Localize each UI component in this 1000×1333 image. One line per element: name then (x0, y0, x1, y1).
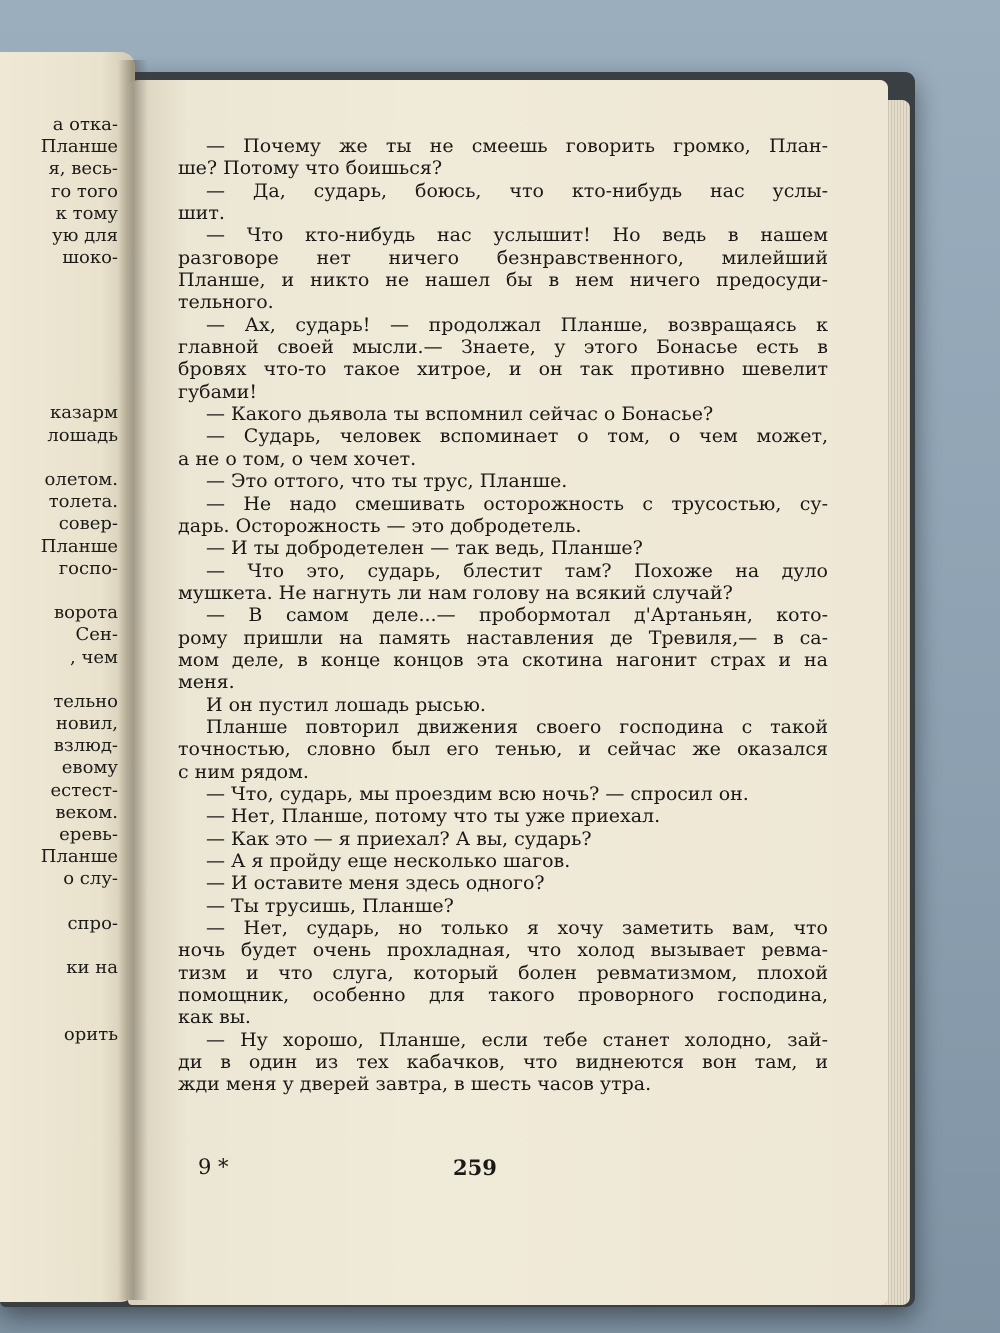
text-line: — Почему же ты не смеешь говорить громко, План- (206, 135, 828, 157)
text-line: — В самом деле...— пробормотал д'Артаньян, кото- (206, 604, 828, 627)
left-line: тельно (53, 690, 118, 712)
text-line: с ним рядом. (178, 760, 309, 783)
text-line: мом деле, в конце концов эта скотина нагонит страх и на (178, 648, 828, 671)
text-line: ше? Потому что боишься? (178, 157, 443, 180)
text-line: — И оставите меня здесь одного? (206, 872, 545, 895)
right-page-text (178, 135, 828, 1096)
left-line: естест- (50, 779, 118, 801)
text-line: губами! (178, 380, 257, 403)
left-line: Сен- (75, 624, 118, 646)
left-line: новил, (55, 713, 118, 735)
right-page (128, 80, 888, 1305)
left-line: ую для (52, 224, 118, 246)
left-line (0, 314, 118, 336)
text-line: — Нет, сударь, но только я хочу заметить вам, что (206, 917, 828, 940)
left-line: спро- (67, 912, 118, 934)
text-line: Планше повторил движения своего господина с такой (206, 715, 828, 738)
text-line: мушкета. Не нагнуть ли нам голову на всякий случай? (178, 581, 733, 604)
text-line: главной своей мысли.— Знаете, у этого Бонасье есть в (178, 336, 828, 359)
text-line: — А я пройду еще несколько шагов. (206, 850, 571, 872)
left-page-text (0, 114, 118, 1046)
text-line: — Нет, Планше, потому что ты уже приехал. (206, 805, 661, 828)
left-line: взлюд- (53, 735, 118, 757)
left-line: я, весь- (48, 158, 118, 180)
left-page (0, 52, 135, 1302)
left-line: Планше (40, 136, 118, 158)
left-line: совер- (58, 513, 118, 535)
left-line (0, 580, 118, 602)
left-line: , чем (70, 646, 118, 668)
left-line: веком. (55, 801, 118, 823)
page-number: 259 (453, 1155, 497, 1180)
text-line: бровях что-то такое хитрое, и он так противно шевелит (178, 358, 828, 381)
text-line: точностью, словно был его тенью, и сейчас же оказался (178, 738, 828, 761)
left-line (0, 891, 118, 913)
left-line (0, 669, 118, 691)
left-line: Планше (40, 846, 118, 868)
book-gutter (118, 60, 148, 1300)
text-line: ди в один из тех кабачков, что виднеются вон там, и (178, 1051, 828, 1074)
left-line (0, 1002, 118, 1024)
text-line: — Какого дьявола ты вспомнил сейчас о Бонасье? (206, 403, 714, 426)
text-line: тельного. (178, 291, 274, 314)
text-line: тизм и что слуга, который болен ревматизмом, плохой (178, 961, 828, 984)
text-line: Планше, и никто не нашел бы в нем ничего предосуди- (178, 269, 828, 292)
left-line: к тому (55, 202, 118, 224)
left-line (0, 380, 118, 402)
left-line: олетом. (44, 469, 118, 490)
left-line (0, 292, 118, 314)
text-line: — Да, сударь, боюсь, что кто-нибудь нас услы- (206, 179, 828, 202)
text-line: — Ты трусишь, Планше? (206, 894, 454, 917)
left-line: а отка- (52, 114, 118, 135)
text-line: — Что это, сударь, блестит там? Похоже на дуло (206, 559, 828, 582)
text-line: — Не надо смешивать осторожность с трусостью, су- (206, 492, 828, 515)
text-line: — Как это — я приехал? А вы, сударь? (206, 827, 592, 850)
left-line: шоко- (62, 247, 118, 269)
text-line: — Что кто-нибудь нас услышит! Но ведь в нашем (206, 224, 828, 247)
left-line: о слу- (63, 868, 118, 890)
signature-mark: 9 * (198, 1155, 229, 1179)
left-line (0, 358, 118, 380)
left-line: го того (50, 180, 118, 202)
text-line: рому пришли на память наставления де Тревиля,— в са- (178, 626, 828, 649)
text-line: помощник, особенно для такого проворного господина, (178, 984, 828, 1007)
text-line: меня. (178, 671, 235, 694)
text-line: И он пустил лошадь рысью. (206, 693, 486, 716)
left-line: толета. (48, 491, 118, 513)
text-line: — Ну хорошо, Планше, если тебе станет холодно, зай- (206, 1028, 828, 1051)
left-line: ки на (66, 957, 118, 979)
left-line (0, 269, 118, 291)
text-line: а не о том, о чем хочет. (178, 447, 417, 470)
text-line: разговоре нет ничего безнравственного, милейший (178, 246, 828, 269)
text-line: дарь. Осторожность — это добродетель. (178, 514, 582, 537)
left-line: евому (61, 757, 118, 779)
left-line: казарм (49, 402, 118, 424)
text-line: ночь будет очень прохладная, что холод вызывает ревма- (178, 939, 828, 962)
text-line: — Сударь, человек вспоминает о том, о чем может, (206, 425, 828, 448)
text-line: — Это оттого, что ты трус, Планше. (206, 470, 568, 493)
left-line: еревь- (59, 824, 118, 845)
left-line: Планше (40, 535, 118, 557)
text-line: — Что, сударь, мы проездим всю ночь? — спросил он. (206, 782, 749, 805)
text-line: — И ты добродетелен — так ведь, Планше? (206, 537, 643, 560)
left-line (0, 935, 118, 957)
text-line: шит. (178, 202, 225, 225)
text-line: жди меня у дверей завтра, в шесть часов утра. (178, 1073, 652, 1096)
text-line: как вы. (178, 1006, 251, 1029)
left-line (0, 447, 118, 469)
left-line: ворота (53, 602, 118, 624)
left-line (0, 979, 118, 1001)
left-line: лошадь (47, 424, 118, 446)
text-line: — Ах, сударь! — продолжал Планше, возвращаясь к (206, 313, 828, 336)
left-line (0, 336, 118, 358)
left-line: госпо- (58, 557, 118, 579)
left-line: орить (63, 1023, 118, 1045)
